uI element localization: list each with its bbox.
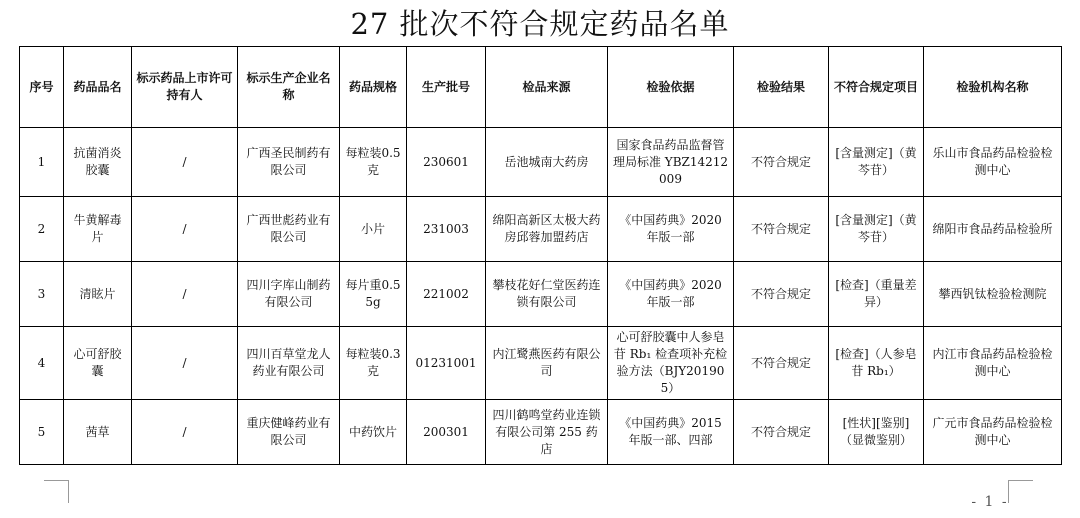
page-title: 27 批次不符合规定药品名单 <box>350 7 730 41</box>
header-cell-spec: 药品规格 <box>340 47 407 128</box>
cell-result: 不符合规定 <box>734 400 829 465</box>
cell-source: 攀枝花好仁堂医药连锁有限公司 <box>486 262 608 327</box>
cell-license-holder: / <box>132 197 238 262</box>
cell-manufacturer: 重庆健峰药业有限公司 <box>238 400 340 465</box>
header-cell-index: 序号 <box>20 47 64 128</box>
cell-drug-name: 茜草 <box>64 400 132 465</box>
cell-index: 4 <box>20 327 64 400</box>
cell-drug-name: 抗菌消炎胶囊 <box>64 128 132 197</box>
header-cell-basis: 检验依据 <box>608 47 734 128</box>
cell-manufacturer: 广西世彪药业有限公司 <box>238 197 340 262</box>
cell-spec: 每粒装0.5 克 <box>340 128 407 197</box>
cell-license-holder: / <box>132 262 238 327</box>
page-corner-mark-left <box>44 480 69 503</box>
cell-result: 不符合规定 <box>734 262 829 327</box>
drug-list-table <box>19 46 1062 465</box>
cell-drug-name: 清眩片 <box>64 262 132 327</box>
table-row <box>20 197 1062 262</box>
header-cell-license-holder: 标示药品上市许可持有人 <box>132 47 238 128</box>
cell-manufacturer: 广西圣民制药有限公司 <box>238 128 340 197</box>
cell-drug-name: 牛黄解毒片 <box>64 197 132 262</box>
cell-spec: 小片 <box>340 197 407 262</box>
cell-source: 岳池城南大药房 <box>486 128 608 197</box>
cell-batch: 221002 <box>407 262 486 327</box>
cell-result: 不符合规定 <box>734 197 829 262</box>
cell-lab: 内江市食品药品检验检测中心 <box>924 327 1062 400</box>
table-header-row <box>20 47 1062 128</box>
cell-source: 内江鹭燕医药有限公司 <box>486 327 608 400</box>
header-cell-lab: 检验机构名称 <box>924 47 1062 128</box>
cell-result: 不符合规定 <box>734 128 829 197</box>
cell-manufacturer: 四川百草堂龙人药业有限公司 <box>238 327 340 400</box>
cell-batch: 01231001 <box>407 327 486 400</box>
cell-source: 四川鹤鸣堂药业连锁有限公司第 255 药店 <box>486 400 608 465</box>
cell-failed-item: [检查]（重量差异） <box>829 262 924 327</box>
cell-spec: 中药饮片 <box>340 400 407 465</box>
cell-lab: 广元市食品药品检验检测中心 <box>924 400 1062 465</box>
cell-manufacturer: 四川字库山制药有限公司 <box>238 262 340 327</box>
cell-batch: 230601 <box>407 128 486 197</box>
header-cell-drug-name: 药品品名 <box>64 47 132 128</box>
cell-license-holder: / <box>132 400 238 465</box>
header-cell-result: 检验结果 <box>734 47 829 128</box>
cell-failed-item: [性状][鉴别]（显微鉴别） <box>829 400 924 465</box>
cell-license-holder: / <box>132 327 238 400</box>
cell-failed-item: [含量测定]（黄芩苷） <box>829 197 924 262</box>
header-cell-batch: 生产批号 <box>407 47 486 128</box>
cell-source: 绵阳高新区太极大药房邱蓉加盟药店 <box>486 197 608 262</box>
cell-index: 2 <box>20 197 64 262</box>
cell-basis: 《中国药典》2015 年版一部、四部 <box>608 400 734 465</box>
cell-drug-name: 心可舒胶囊 <box>64 327 132 400</box>
page-number: - 1 - <box>971 494 1009 510</box>
cell-basis: 《中国药典》2020 年版一部 <box>608 262 734 327</box>
cell-spec: 每片重0.55g <box>340 262 407 327</box>
table-row <box>20 327 1062 400</box>
cell-lab: 绵阳市食品药品检验所 <box>924 197 1062 262</box>
cell-failed-item: [检查]（人参皂苷 Rb₁） <box>829 327 924 400</box>
cell-lab: 乐山市食品药品检验检测中心 <box>924 128 1062 197</box>
cell-index: 3 <box>20 262 64 327</box>
cell-batch: 231003 <box>407 197 486 262</box>
cell-spec: 每粒装0.3 克 <box>340 327 407 400</box>
cell-index: 5 <box>20 400 64 465</box>
header-cell-failed-item: 不符合规定项目 <box>829 47 924 128</box>
table-row <box>20 128 1062 197</box>
table-row <box>20 262 1062 327</box>
cell-batch: 200301 <box>407 400 486 465</box>
header-cell-manufacturer: 标示生产企业名称 <box>238 47 340 128</box>
cell-basis: 《中国药典》2020 年版一部 <box>608 197 734 262</box>
cell-result: 不符合规定 <box>734 327 829 400</box>
cell-basis: 心可舒胶囊中人参皂苷 Rb₁ 检查项补充检验方法（BJY201905） <box>608 327 734 400</box>
table-row <box>20 400 1062 465</box>
cell-failed-item: [含量测定]（黄芩苷） <box>829 128 924 197</box>
cell-basis: 国家食品药品监督管理局标准 YBZ14212009 <box>608 128 734 197</box>
header-cell-source: 检品来源 <box>486 47 608 128</box>
cell-index: 1 <box>20 128 64 197</box>
cell-lab: 攀西钒钛检验检测院 <box>924 262 1062 327</box>
cell-license-holder: / <box>132 128 238 197</box>
